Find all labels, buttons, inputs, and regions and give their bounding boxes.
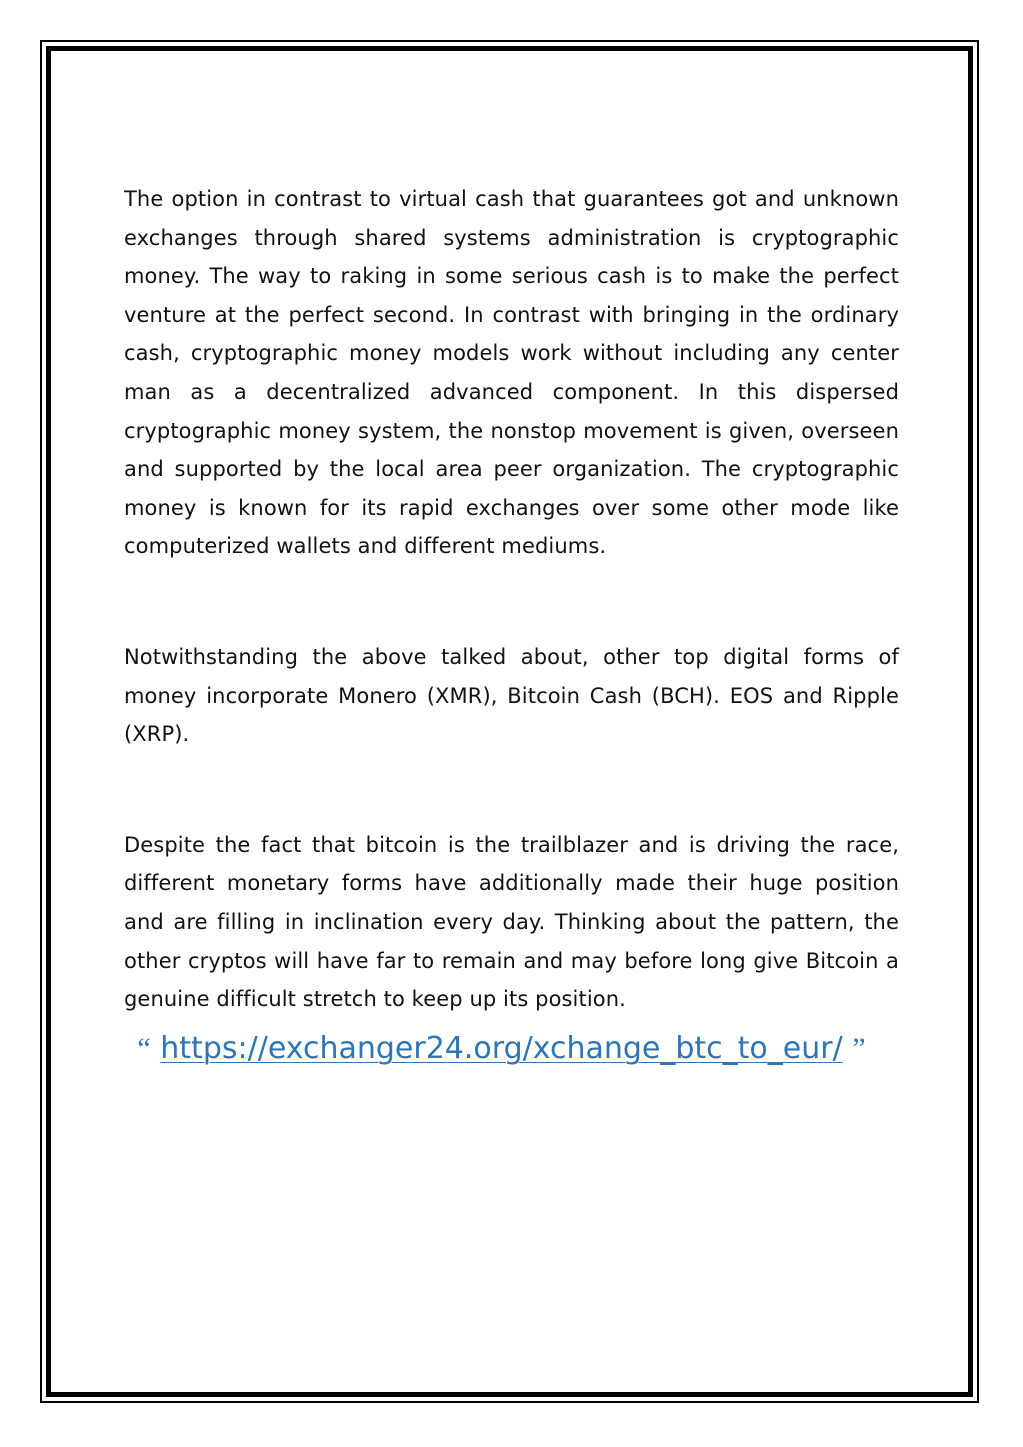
paragraph-1: The option in contrast to virtual cash that guarantees got and unknown exchanges through shared systems administration is cryptographic money. The way to raking in some serious cash is to make the perfect venture at the perfect second. In contrast with bringing in the ordinary cash, cryptographic money models work without including any center man as a decentralized advanced component. In this dispersed cryptographic money system, the nonstop movement is given, overseen and supported by the local area peer organization. The cryptographic money is known for its rapid exchanges over some other mode like computerized wallets and different mediums. [124, 187, 899, 559]
paragraph-3: Despite the fact that bitcoin is the trailblazer and is driving the race, different monetary forms have additionally made their huge position and are filling in inclination every day. Thinking about the pattern, the other cryptos will have far to remain and may before long give Bitcoin a genuine difficult stretch to keep up its position. [124, 832, 899, 1012]
close-quote: ” [852, 1031, 866, 1065]
open-quote: “ [137, 1031, 151, 1065]
paragraph-2: Notwithstanding the above talked about, other top digital forms of money incorporate Monero (XMR), Bitcoin Cash (BCH). EOS and Ripple (XRP). [124, 644, 899, 747]
document-body [124, 180, 899, 1071]
exchanger-link[interactable]: https://exchanger24.org/xchange_btc_to_eur/ [160, 1030, 843, 1066]
link-line [104, 1027, 899, 1071]
